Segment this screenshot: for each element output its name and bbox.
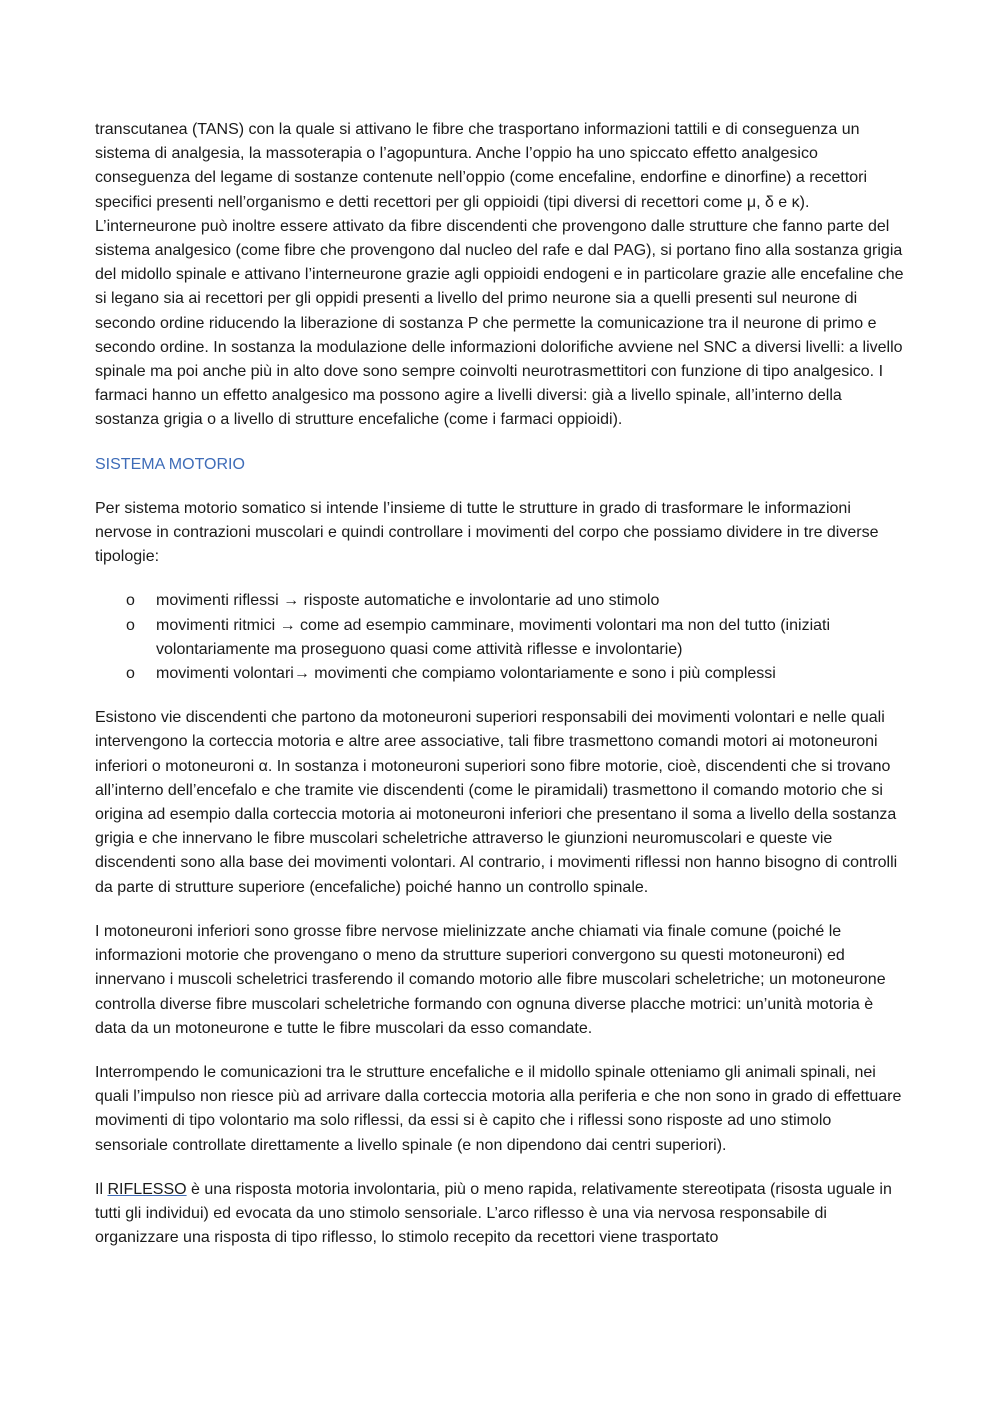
bullet-icon: o [126,592,135,610]
bullet-icon: o [126,665,135,683]
reflex-prefix: Il [95,1180,108,1198]
document-page [95,118,907,1270]
paragraph-lower-motoneurons: I motoneuroni inferiori sono grosse fibre nervose mielinizzate anche chiamati via finale comune (poiché le informazioni motorie che provengano o meno da strutture superiori convergono su questi motoneuroni) ed innervano i muscoli scheletrici trasferendo il comando motorio alle fibre muscolari scheletriche; un motoneurone controlla diverse fibre muscolari scheletriche formando con ognuna diverse placche motrici: un’unità motoria è data da un motoneurone e tutte le fibre muscolari da esso comandate. [95,922,886,1037]
paragraph-analgesia: transcutanea (TANS) con la quale si attivano le fibre che trasportano informazioni tattili e di conseguenza un sistema di analgesia, la massoterapia o l’agopuntura. Anche l’oppio ha uno spiccato effetto analgesico conseguenza del legame di sostanze contenute nell’oppio (come encefaline, endorfine e dinorfine) a recettori specifici presenti nell’organismo e detti recettori per gli oppioidi (tipi diversi di recettori come μ, δ e κ). L’interneurone può inoltre essere attivato da fibre discendenti che provengono dalle strutture che fanno parte del sistema analgesico (come fibre che provengono dal nucleo del rafe e dal PAG), si portano fino alla sostanza grigia del midollo spinale e attivano l’interneurone grazie agli oppioidi endogeni e in particolare grazie alle encefaline che si legano sia ai recettori per gli oppidi presenti a livello del primo neurone sia a quelli presenti sul neurone di secondo ordine riducendo la liberazione di sostanza P che permette la comunicazione tra il neurone di primo e secondo ordine. In sostanza la modulazione delle informazioni dolorifiche avviene nel SNC a diversi livelli: a livello spinale ma poi anche più in alto dove sono sempre coinvolti neurotrasmettitori con funzione di tipo analgesico. I farmaci hanno un effetto analgesico ma possono agire a livelli diversi: già a livello spinale, all’interno della sostanza grigia o a livello di strutture encefaliche (come i farmaci oppioidi). [95,121,904,429]
paragraph-descending-pathways: Esistono vie discendenti che partono da motoneuroni superiori responsabili dei movimenti volontari e nelle quali intervengono la corteccia motoria e altre aree associative, tali fibre trasmettono comandi motori ai motoneuroni inferiori o motoneuroni α. In sostanza i motoneuroni superiori sono fibre motorie, cioè, discendenti che si trovano all’interno dell’encefalo e che tramite vie discendenti (come le piramidali) trasmettono il comando motorio che si origina ad esempio dalla corteccia motoria ai motoneuroni inferiori che presentano il soma a livello della sostanza grigia e che innervano le fibre muscolari scheletriche attraverso le giunzioni neuromuscolari e queste vie discendenti sono alla base dei movimenti volontari. Al contrario, i movimenti riflessi non hanno bisogno di controlli da parte di strutture superiore (encefaliche) poiché hanno un controllo spinale. [95,709,898,896]
list-item-text: movimenti ritmici → come ad esempio camminare, movimenti volontari ma non del tutto (iniziati volontariamente ma proseguono quasi come attività riflesse e involontarie) [156,616,831,658]
paragraph-reflex [95,1178,907,1251]
list-item [95,662,907,686]
reflex-text: è una risposta motoria involontaria, più o meno rapida, relativamente stereotipata (risosta uguale in tutti gli individui) ed evocata da uno stimolo sensoriale. L’arco riflesso è una via nervosa responsabile di organizzare una risposta di tipo riflesso, lo stimolo recepito da recettori viene trasportato [95,1180,892,1247]
list-item-text: movimenti volontari→ movimenti che compiamo volontariamente e sono i più complessi [156,665,776,683]
riflesso-link[interactable]: RIFLESSO [107,1180,187,1198]
paragraph-motor-definition: Per sistema motorio somatico si intende l’insieme di tutte le strutture in grado di trasformare le informazioni nervose in contrazioni muscolari e quindi controllare i movimenti del corpo che possiamo dividere in tre diverse tipologie: [95,499,879,566]
paragraph-spinal-animals: Interrompendo le comunicazioni tra le strutture encefaliche e il midollo spinale otteniamo gli animali spinali, nei quali l’impulso non riesce più ad arrivare dalla corteccia motoria alla periferia e che non sono in grado di effettuare movimenti di tipo volontario ma solo riflessi, da essi si è capito che i riflessi sono risposte ad uno stimolo sensoriale controllate direttamente a livello spinale (e non dipendono dai centri superiori). [95,1063,902,1154]
list-item [95,589,907,613]
bullet-icon: o [126,616,135,634]
section-heading-sistema-motorio: SISTEMA MOTORIO [95,455,245,473]
movement-types-list [95,589,907,686]
list-item-text: movimenti riflessi → risposte automatiche e involontarie ad uno stimolo [156,592,660,610]
list-item [95,614,907,662]
